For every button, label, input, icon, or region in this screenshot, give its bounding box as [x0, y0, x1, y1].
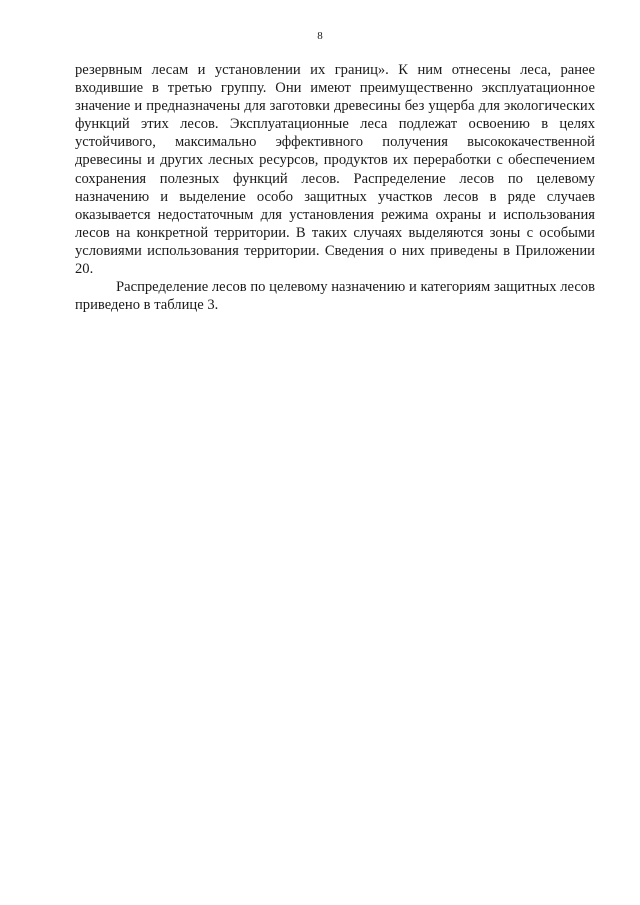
document-body	[75, 61, 595, 314]
paragraph-table-reference: Распределение лесов по целевому назначению и категориям защитных лесов приведено в таблице 3.	[75, 279, 595, 314]
page-number: 8	[317, 30, 323, 42]
paragraph-continuation: резервным лесам и установлении их границ». К ним отнесены леса, ранее входившие в третью группу. Они имеют преимущественно эксплуатационное значение и предназначены для заготовки древесины без ущерба для экологических функций этих лесов. Эксплуатационные леса подлежат освоению в целях устойчивого, максимально эффективного получения высококачественной древесины и других лесных ресурсов, продуктов их переработки с обеспечением сохранения полезных функций лесов. Распределение лесов по целевому назначению и выделение особо защитных участков лесов в ряде случаев оказывается недостаточным для установления режима охраны и использования лесов на конкретной территории. В таких случаях выделяются зоны с особыми условиями использования территории. Сведения о них приведены в Приложении 20.	[75, 62, 595, 278]
